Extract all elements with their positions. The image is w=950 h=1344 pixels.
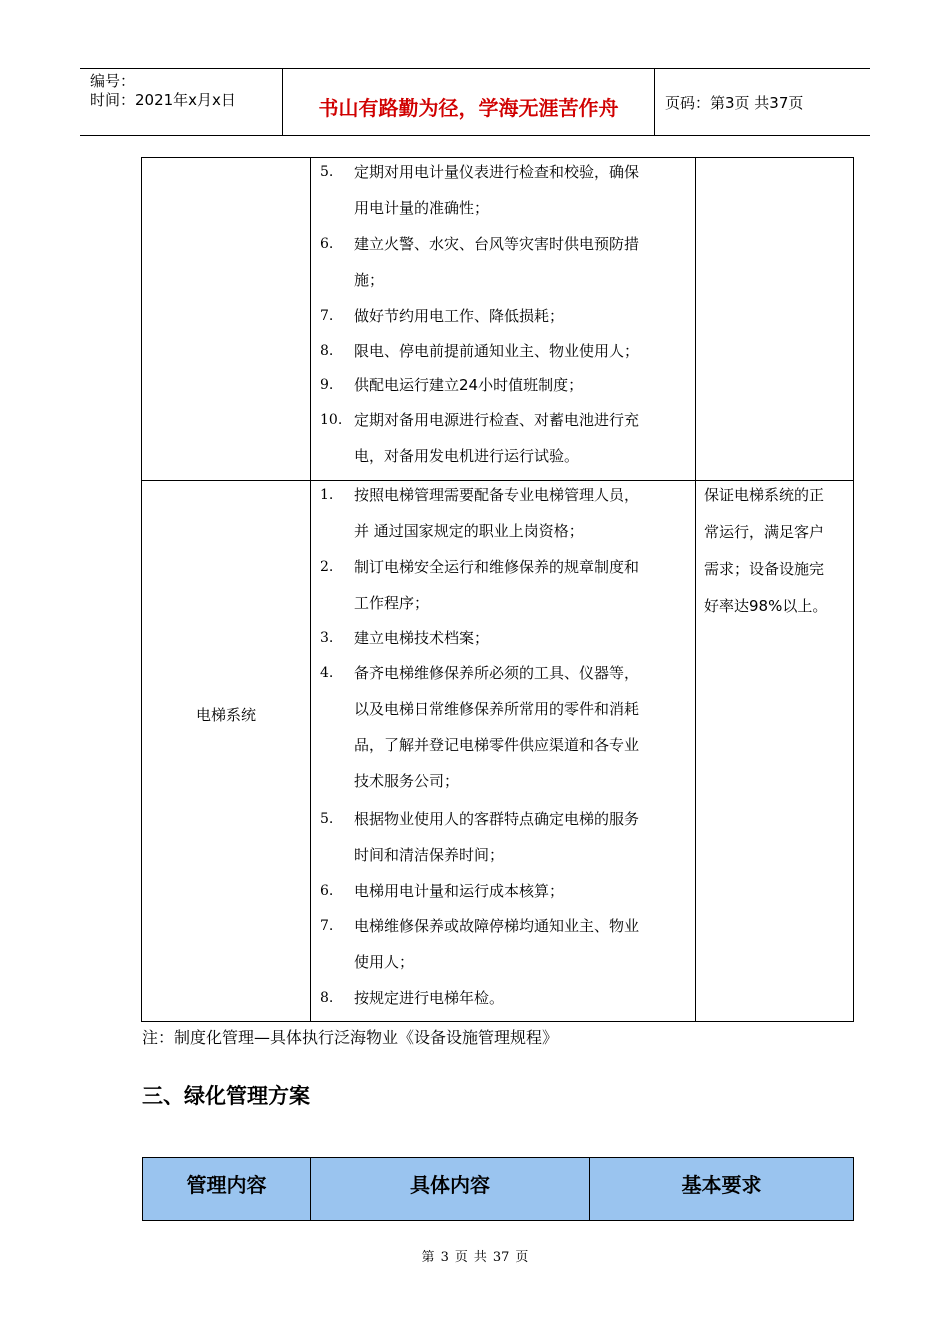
footer-part: 第 [421, 1250, 435, 1265]
footer-total-pages: 37 [492, 1250, 510, 1265]
item-text: 电，对备用发电机进行运行试验。 [354, 447, 580, 465]
item-number: 9. [320, 377, 334, 393]
serial-label: 编号： [90, 72, 136, 90]
footer-part: 共 [473, 1250, 487, 1265]
item-text: 限电、停电前提前通知业主、物业使用人； [354, 342, 640, 360]
item-text: 工作程序； [354, 594, 430, 612]
footer-current-page: 3 [440, 1250, 449, 1265]
item-text: 技术服务公司； [354, 772, 460, 790]
item-text: 电梯维修保养或故障停梯均通知业主、物业 [354, 917, 640, 935]
item-text: 电梯用电计量和运行成本核算； [354, 882, 565, 900]
header-management-content: 管理内容 [186, 1173, 267, 1197]
item-number: 8. [320, 990, 334, 1006]
table-bottom-border [141, 1021, 854, 1022]
header-motto: 书山有路勤为径，学海无涯苦作舟 [318, 96, 619, 120]
item-text: 制订电梯安全运行和维修保养的规章制度和 [354, 558, 640, 576]
item-text: 建立火警、水灾、台风等灾害时供电预防措 [354, 235, 640, 253]
table-left-border [141, 157, 142, 1022]
item-text: 使用人； [354, 953, 415, 971]
item-text: 定期对用电计量仪表进行检查和校验，确保 [354, 163, 640, 181]
elevator-requirement [704, 477, 850, 625]
item-number: 10. [320, 412, 343, 428]
item-number: 7. [320, 918, 334, 934]
item-text: 时间和清洁保养时间； [354, 846, 505, 864]
item-text: 以及电梯日常维修保养所常用的零件和消耗 [354, 700, 640, 718]
requirement-line: 常运行，满足客户 [704, 523, 825, 541]
item-text: 并 通过国家规定的职业上岗资格； [354, 522, 584, 540]
item-number: 8. [320, 343, 334, 359]
date-label: 时间：2021年x月x日 [90, 91, 236, 109]
item-text: 按照电梯管理需要配备专业电梯管理人员， [354, 486, 640, 504]
item-text: 用电计量的准确性； [354, 199, 490, 217]
item-text: 品，了解并登记电梯零件供应渠道和各专业 [354, 736, 640, 754]
header-top-rule [80, 68, 870, 69]
table-col-divider-2 [695, 157, 696, 1022]
item-text: 施； [354, 271, 385, 289]
item-text: 根据物业使用人的客群特点确定电梯的服务 [354, 810, 640, 828]
page-info: 页码：第3页 共37页 [665, 94, 804, 112]
table-right-border [853, 157, 854, 1022]
item-text: 建立电梯技术档案； [354, 629, 490, 647]
header-specific-content: 具体内容 [410, 1173, 490, 1197]
header-basic-requirement: 基本要求 [681, 1173, 762, 1197]
item-number: 7. [320, 308, 334, 324]
section-title: 三、绿化管理方案 [142, 1084, 310, 1108]
item-number: 5. [320, 811, 334, 827]
item-number: 6. [320, 236, 334, 252]
management-note: 注：制度化管理—具体执行泛海物业《设备设施管理规程》 [142, 1028, 559, 1047]
table-col-divider-1 [310, 157, 311, 1022]
item-number: 4. [320, 665, 334, 681]
requirement-line: 需求；设备设施完 [704, 560, 825, 578]
item-text: 备齐电梯维修保养所必须的工具、仪器等， [354, 664, 640, 682]
requirement-line: 保证电梯系统的正 [704, 486, 825, 504]
item-number: 1. [320, 487, 334, 503]
item-text: 做好节约用电工作、降低损耗； [354, 307, 565, 325]
page-footer [0, 1246, 950, 1265]
item-text: 定期对备用电源进行检查、对蓄电池进行充 [354, 411, 640, 429]
header-divider-right [654, 69, 655, 136]
footer-part: 页 [515, 1250, 529, 1265]
item-number: 2. [320, 559, 334, 575]
item-text: 供配电运行建立24小时值班制度； [354, 376, 584, 394]
item-number: 6. [320, 883, 334, 899]
item-number: 5. [320, 164, 334, 180]
category-elevator-system: 电梯系统 [195, 706, 256, 724]
footer-part: 页 [454, 1250, 468, 1265]
requirement-line: 好率达98%以上。 [704, 597, 828, 615]
item-text: 按规定进行电梯年检。 [354, 989, 505, 1007]
header-bottom-rule [80, 135, 870, 136]
greening-table-header [142, 1157, 854, 1221]
item-number: 3. [320, 630, 334, 646]
